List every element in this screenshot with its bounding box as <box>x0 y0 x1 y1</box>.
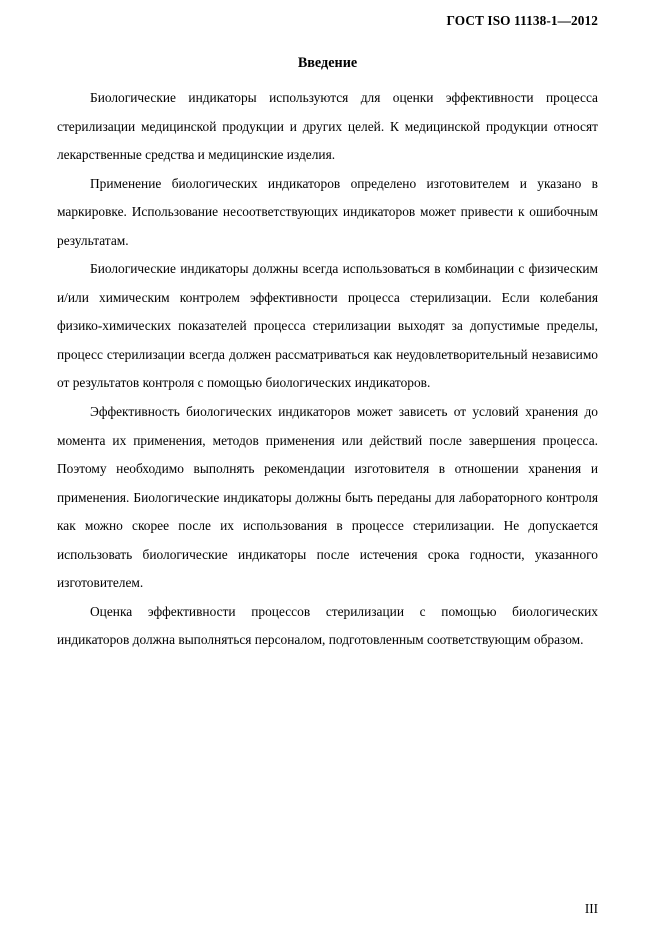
running-header-standard-ref: ГОСТ ISO 11138-1—2012 <box>446 13 598 28</box>
page-number: III <box>584 901 598 916</box>
paragraph: Биологические индикаторы используются для оценки эффективности процесса стерилизации медицинской продукции и других целей. К медицинской продукции относят лекарственные средства и медицинские изделия. <box>57 90 598 163</box>
paragraph: Оценка эффективности процессов стерилизации с помощью биологических индикаторов должна выполняться персоналом, подготовленным соответствующим образом. <box>57 603 598 648</box>
body-text-block <box>57 84 598 655</box>
paragraph: Эффективность биологических индикаторов может зависеть от условий хранения до момента их применения, методов применения или действий после завершения процесса. Поэтому необходимо выполнять рекомендации изготовителя в отношении хранения и применения. Биологические индикаторы должны быть переданы для лабораторного контроля как можно скорее после их использования в процессе стерилизации. Не допускается использовать биологические индикаторы после истечения срока годности, указанного изготовителем. <box>57 404 598 591</box>
paragraph: Биологические индикаторы должны всегда использоваться в комбинации с физическим и/или химическим контролем эффективности процесса стерилизации. Если колебания физико-химических показателей процесса стерилизации выходят за допустимые пределы, процесс стерилизации всегда должен рассматриваться как неудовлетворительный независимо от результатов контроля с помощью биологических индикаторов. <box>57 261 598 391</box>
paragraph: Применение биологических индикаторов определено изготовителем и указано в маркировке. Использование несоответствующих индикаторов может привести к ошибочным результатам. <box>57 175 598 248</box>
section-title: Введение <box>297 54 358 71</box>
